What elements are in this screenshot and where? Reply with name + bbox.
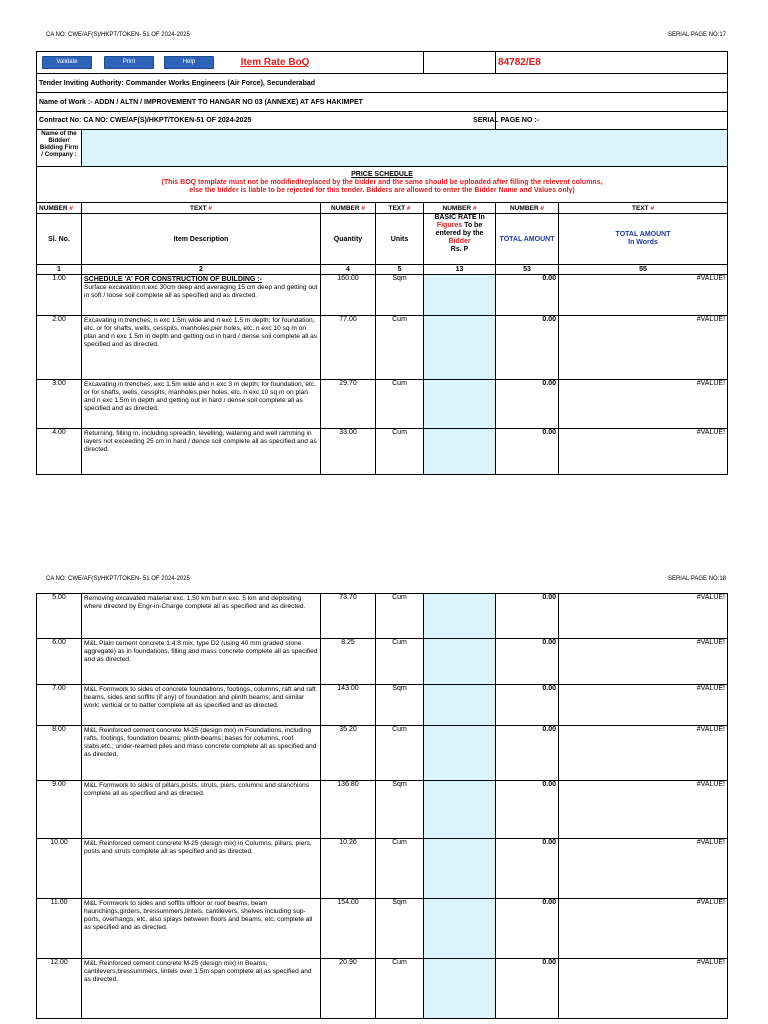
col-header-total: TOTAL AMOUNT [496, 214, 559, 265]
table-row [37, 429, 728, 475]
item-sl: 6.00 [37, 639, 82, 685]
col-number: 13 [424, 265, 496, 275]
item-words: #VALUE! [559, 380, 728, 429]
item-sl: 2.00 [37, 316, 82, 380]
table-row [37, 594, 728, 639]
item-words: #VALUE! [559, 429, 728, 475]
item-unit: Cum [376, 594, 424, 639]
page-header-ca-no: CA NO: CWE/AF(S)/HKPT/TOKEN- 51 OF 2024-2025 [46, 32, 190, 38]
type-text: TEXT # [376, 203, 424, 214]
item-amount: 0.00 [496, 726, 559, 781]
item-unit: Sqm [376, 685, 424, 726]
item-amount: 0.00 [496, 899, 559, 959]
tender-code: 84782/E8 [498, 57, 541, 68]
rate-input[interactable] [424, 839, 496, 899]
item-words: #VALUE! [559, 726, 728, 781]
item-unit: Cum [376, 839, 424, 899]
rate-input[interactable] [424, 959, 496, 1019]
validate-button[interactable]: Validate [42, 56, 92, 69]
item-qty: 8.25 [321, 639, 376, 685]
page-header-serial: SERIAL PAGE NO:17 [667, 32, 726, 38]
col-header-words: TOTAL AMOUNT In Words [559, 214, 728, 265]
name-of-work: Name of Work :- ADDN / ALTN / IMPROVEMENT TO HANGAR NO 03 (ANNEXE) AT AFS HAKIMPET [37, 93, 728, 112]
bidder-name-label: Name of the Bidder/ Bidding Firm / Company : [37, 130, 82, 167]
item-words: #VALUE! [559, 899, 728, 959]
item-words: #VALUE! [559, 959, 728, 1019]
table-row [37, 959, 728, 1019]
notice-line-1: (This BOQ template must not be modified/replaced by the bidder and the same should be uploaded after filling the relevent columns, [161, 179, 603, 186]
item-qty: 73.70 [321, 594, 376, 639]
tender-authority: Tender Inviting Authority: Commander Works Engineers (Air Force), Secunderabad [37, 74, 728, 93]
bidder-name-input[interactable] [82, 130, 728, 167]
col-number: 55 [559, 265, 728, 275]
col-header-sl: Sl. No. [37, 214, 82, 265]
rate-input[interactable] [424, 594, 496, 639]
col-header-qty: Quantity [321, 214, 376, 265]
col-number: 5 [376, 265, 424, 275]
table-row [37, 899, 728, 959]
item-amount: 0.00 [496, 959, 559, 1019]
type-number: NUMBER # [321, 203, 376, 214]
table-row [37, 726, 728, 781]
item-desc: Returning, filling in, including spreadin, levelling, watering and well ramming in layers not exceeding 25 cm in hard / dence soil complete all as specified and as directed. [82, 429, 321, 475]
item-words: #VALUE! [559, 685, 728, 726]
item-qty: 33.00 [321, 429, 376, 475]
page-header-serial: SERIAL PAGE NO:18 [667, 576, 726, 582]
item-qty: 154.00 [321, 899, 376, 959]
rate-input[interactable] [424, 899, 496, 959]
col-header-units: Units [376, 214, 424, 265]
item-words: #VALUE! [559, 639, 728, 685]
col-number: 2 [82, 265, 321, 275]
price-schedule-block [37, 167, 728, 203]
rate-input[interactable] [424, 639, 496, 685]
type-number: NUMBER # [496, 203, 559, 214]
item-sl: 8.00 [37, 726, 82, 781]
item-desc: Excavating in trenches, exc 1.5m wide and n exc 3 m depth; for foundation, etc. or for shafts, wells, cesspits, manholes,pier holes, etc. n exc 10 sq m on plan and n exc 1.5m in depth and getting out in hard / dense soil complete all as specified and as directed. [82, 380, 321, 429]
item-qty: 10.26 [321, 839, 376, 899]
col-header-rate: BASIC RATE In Figures To be entered by the Bidder Rs. P [424, 214, 496, 265]
col-number: 53 [496, 265, 559, 275]
item-desc: M&L Reinforced cement concrete M-25 (design mix) in Beams, cantilevers,bressummers, lintels over 1.5m span complete all as specified and as directed. [82, 959, 321, 1019]
item-unit: Sqm [376, 275, 424, 316]
rate-input[interactable] [424, 726, 496, 781]
col-number: 4 [321, 265, 376, 275]
rate-input[interactable] [424, 429, 496, 475]
table-row [37, 380, 728, 429]
col-header-desc: Item Description [82, 214, 321, 265]
item-sl: 9.00 [37, 781, 82, 839]
page-header-ca-no: CA NO: CWE/AF(S)/HKPT/TOKEN- 51 OF 2024-2025 [46, 576, 190, 582]
item-amount: 0.00 [496, 594, 559, 639]
item-desc: Excavating in trenches, n exc 1.5m wide and n exc 1.5 m depth; for foundation, etc. or for shafts, wells, cesspits, manholes,pier holes, etc. n exc 10 sq m on plan and n exc 1.5m in depth and getting out in hard / dense soil complete all as specified and as directed. [82, 316, 321, 380]
rate-input[interactable] [424, 685, 496, 726]
type-text: TEXT # [82, 203, 321, 214]
table-row [37, 839, 728, 899]
item-sl: 4.00 [37, 429, 82, 475]
table-row [37, 685, 728, 726]
item-sl: 11.00 [37, 899, 82, 959]
help-button[interactable]: Help [164, 56, 214, 69]
item-sl: 12.00 [37, 959, 82, 1019]
boq-title: Item Rate BoQ [240, 57, 310, 68]
item-words: #VALUE! [559, 275, 728, 316]
table-row [37, 781, 728, 839]
item-desc: SCHEDULE 'A' FOR CONSTRUCTION OF BUILDING :- Surface excavation n.exc 30cm deep and averaging 15 cm deep and getting out in soft / loose soil complete all as specified and as directed. [82, 275, 321, 316]
item-qty: 77.00 [321, 316, 376, 380]
item-unit: Cum [376, 726, 424, 781]
item-desc: M&L Formwork to sides and soffits offloor or roof beams, beam haunchings,girders, bressummers,lintels, cantilevers, shelves including sup- ports, overhangs, etc. also splays between floors and beams, etc. complete all as specified and as directed. [82, 899, 321, 959]
item-amount: 0.00 [496, 380, 559, 429]
item-unit: Sqm [376, 899, 424, 959]
item-desc: M&L Plain cement concrete 1:4:8 mix, type D2 (using 40 mm graded stone aggregate) as in foundations, filling and mass concrete complete all as specified and as directed. [82, 639, 321, 685]
table-row [37, 639, 728, 685]
price-schedule-title: PRICE SCHEDULE [351, 171, 413, 178]
item-qty: 143.00 [321, 685, 376, 726]
col-number: 1 [37, 265, 82, 275]
item-sl: 10.00 [37, 839, 82, 899]
type-number: NUMBER # [424, 203, 496, 214]
type-number: NUMBER # [37, 203, 82, 214]
item-unit: Cum [376, 639, 424, 685]
item-qty: 136.80 [321, 781, 376, 839]
item-qty: 20.90 [321, 959, 376, 1019]
item-desc: M&L Formwork to sides of pillars,posts, struts, piers, columns and stanchions complete all as specified and as directed. [82, 781, 321, 839]
item-amount: 0.00 [496, 781, 559, 839]
type-text: TEXT # [559, 203, 728, 214]
serial-page-label: SERIAL PAGE NO :- [496, 112, 728, 130]
item-unit: Cum [376, 316, 424, 380]
print-button[interactable]: Print [104, 56, 154, 69]
item-words: #VALUE! [559, 839, 728, 899]
item-unit: Cum [376, 380, 424, 429]
notice-line-2: else the bidder is liable to be rejected for this tender. Bidders are allowed to enter the Bidder Name and Values only) [189, 187, 575, 194]
item-amount: 0.00 [496, 639, 559, 685]
item-sl: 7.00 [37, 685, 82, 726]
table-row [37, 316, 728, 380]
item-desc: M&L Reinforced cement concrete M-25 (design mix) in Foundations, including rafts, footings, foundation beams; plinth-beams; bases for columns, roof slabs,etc.; under-reamed piles and mass concrete complete all as specified and as directed. [82, 726, 321, 781]
item-sl: 5.00 [37, 594, 82, 639]
item-amount: 0.00 [496, 839, 559, 899]
item-sl: 3.00 [37, 380, 82, 429]
item-desc: M&L Reinforced cement concrete M-25 (design mix) in Columns, pillars, piers, posts and struts complete all as specified and as directed. [82, 839, 321, 899]
item-qty: 29.70 [321, 380, 376, 429]
item-amount: 0.00 [496, 316, 559, 380]
item-words: #VALUE! [559, 781, 728, 839]
item-words: #VALUE! [559, 316, 728, 380]
item-qty: 35.20 [321, 726, 376, 781]
table-row [37, 275, 728, 316]
item-unit: Sqm [376, 781, 424, 839]
schedule-heading: SCHEDULE 'A' FOR CONSTRUCTION OF BUILDING :- [84, 276, 262, 283]
item-words: #VALUE! [559, 594, 728, 639]
item-amount: 0.00 [496, 275, 559, 316]
item-desc: Removing excavated material exc. 1.50 km but n exc. 5 km and depositing where directed by Engr-in-Charge complete all as specified and as directed. [82, 594, 321, 639]
rate-input[interactable] [424, 316, 496, 380]
item-unit: Cum [376, 959, 424, 1019]
item-unit: Cum [376, 429, 424, 475]
item-qty: 160.00 [321, 275, 376, 316]
boq-table-continued [36, 593, 728, 1019]
rate-input[interactable] [424, 380, 496, 429]
item-amount: 0.00 [496, 685, 559, 726]
boq-table [36, 51, 728, 475]
contract-no: Contract No: CA NO: CWE/AF(S)/HKPT/TOKEN-51 OF 2024-2025 [37, 112, 496, 130]
item-desc: M&L Formwork to sides of concrete foundations, footings, columns, raft and raft beams, sides and soffits (if any) of foundation and plinth beams; and similar work; vertical or to batter complete all as specified and as directed. [82, 685, 321, 726]
item-sl: 1.00 [37, 275, 82, 316]
rate-input[interactable] [424, 275, 496, 316]
item-amount: 0.00 [496, 429, 559, 475]
rate-input[interactable] [424, 781, 496, 839]
